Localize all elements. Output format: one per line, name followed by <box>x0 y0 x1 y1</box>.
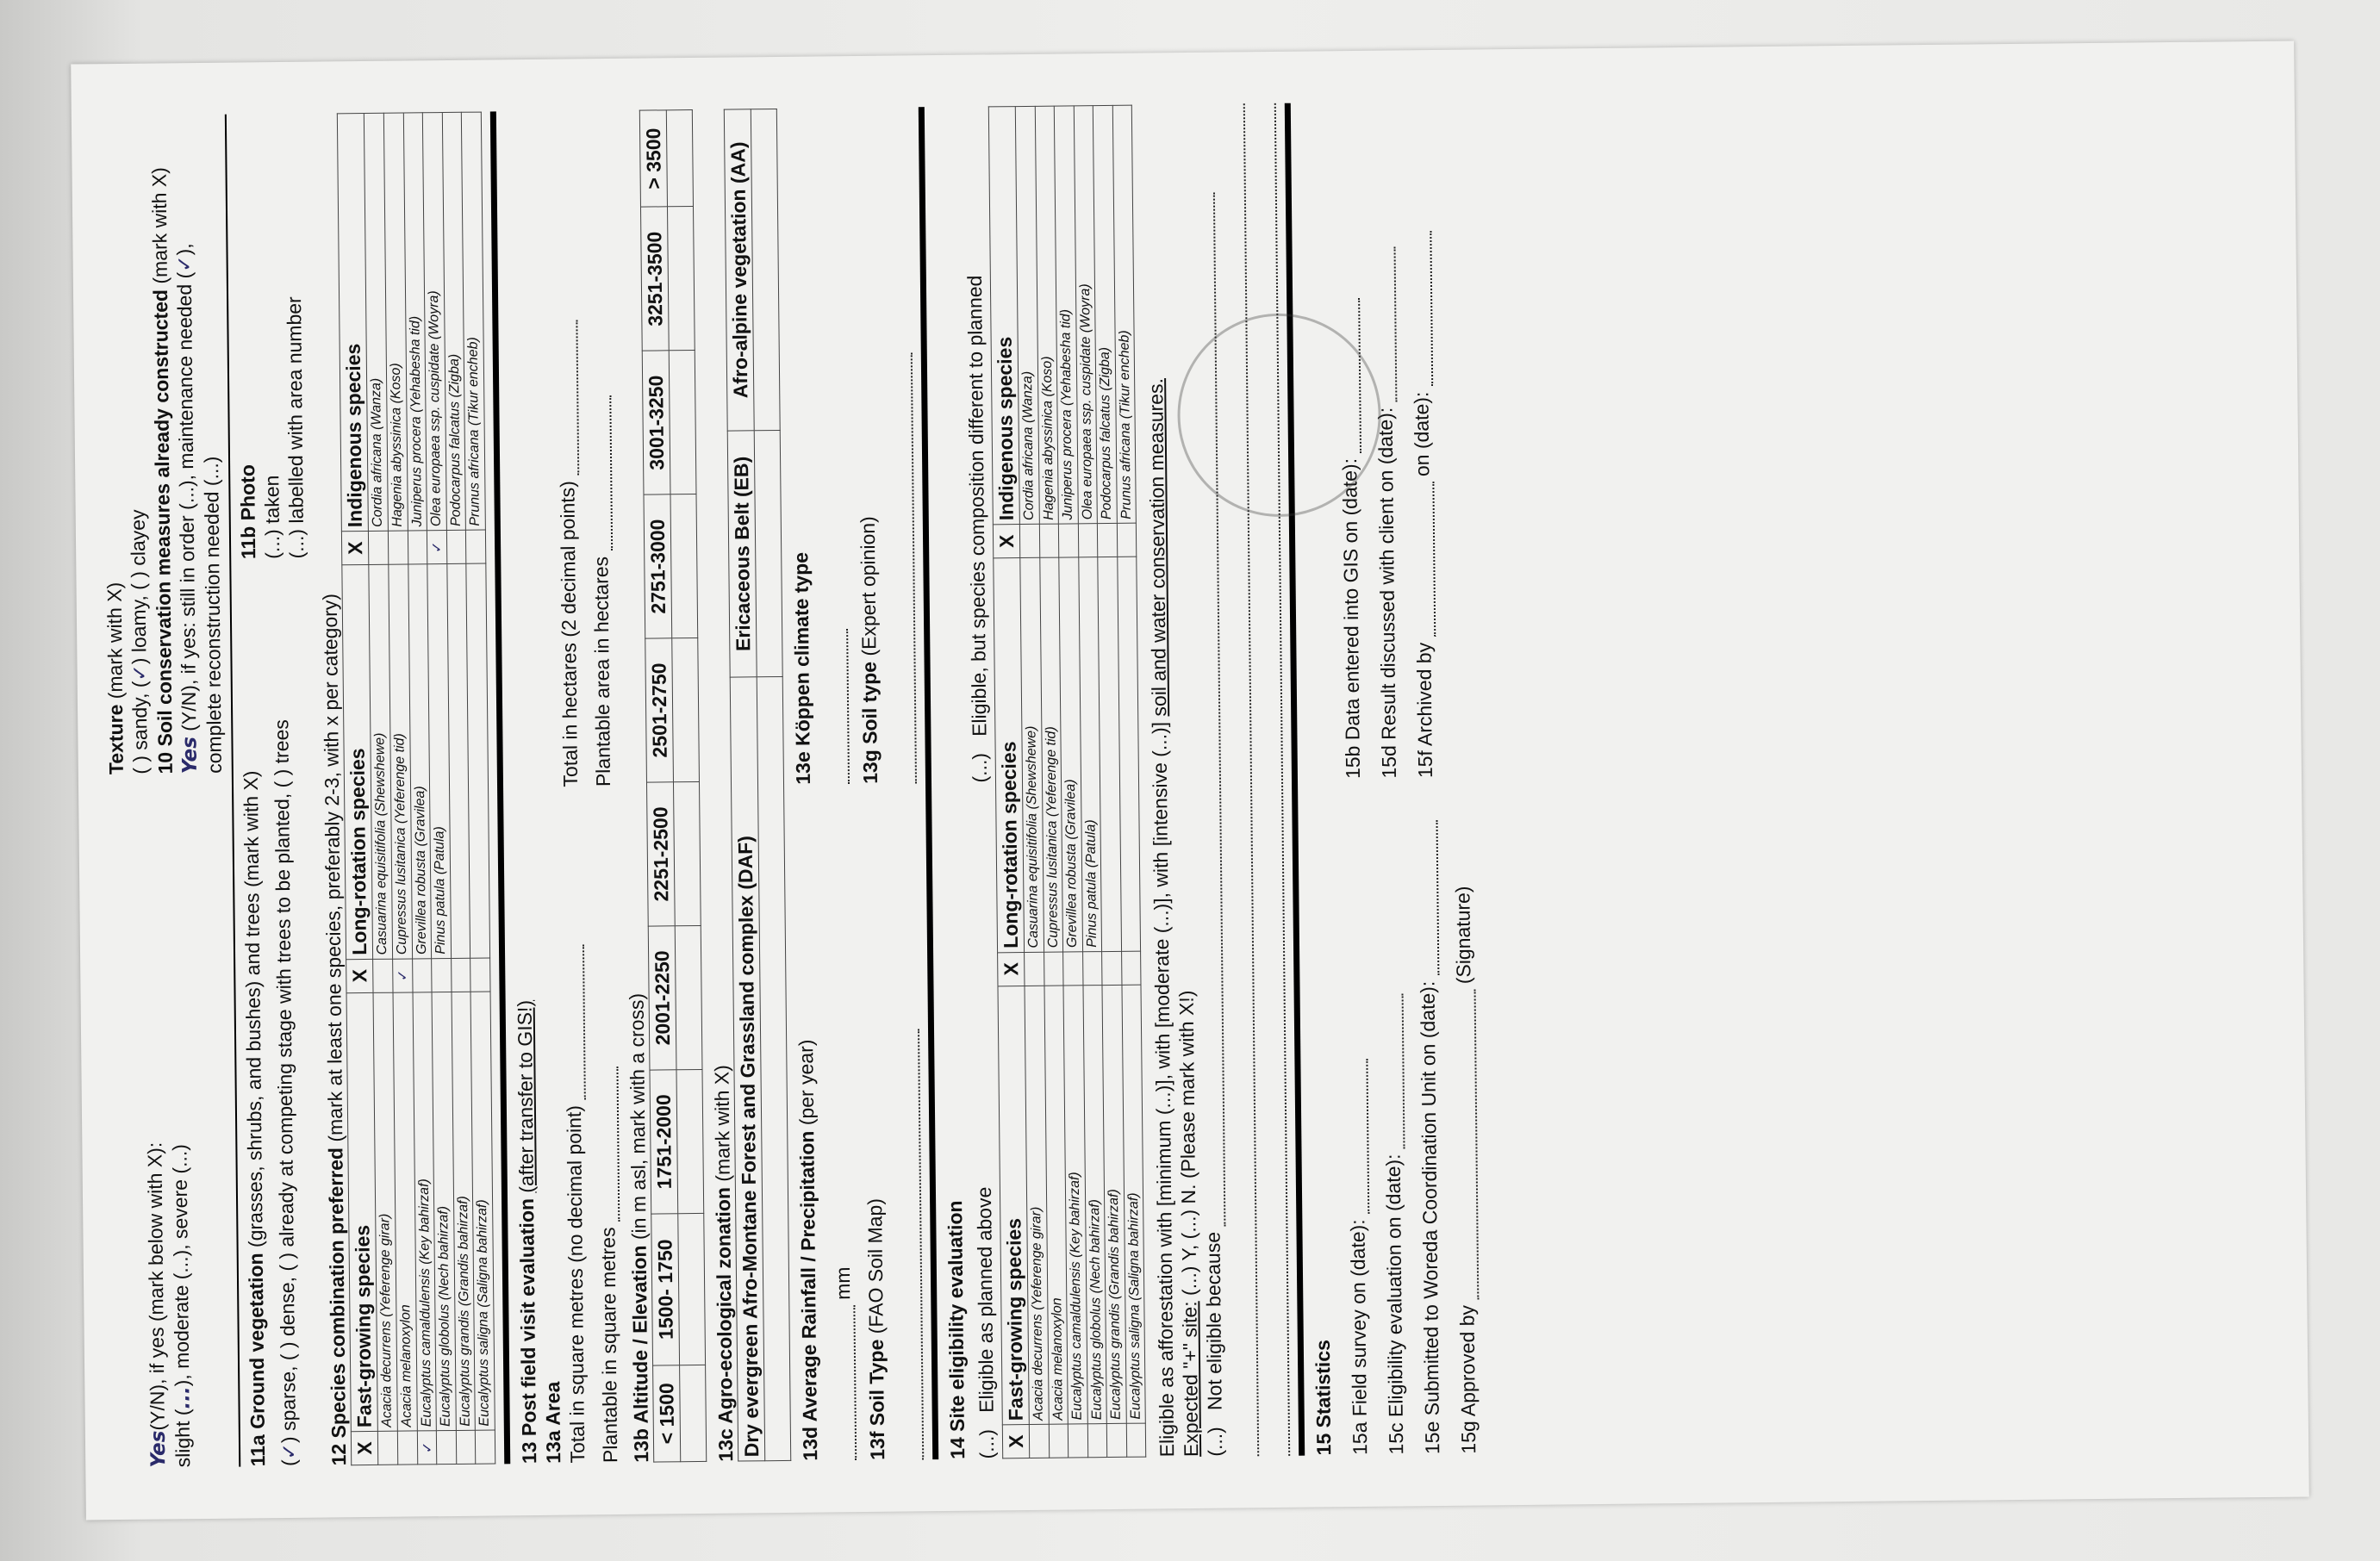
elig-fast-3: Eucalyptus globolus (Nech bahirzaf) <box>1083 985 1107 1424</box>
species-long-5 <box>466 563 489 958</box>
species-long-3: Pinus patula (Patula) <box>427 564 451 959</box>
photo-title: 11b Photo <box>236 464 260 560</box>
texture-options-b: ) loamy, ( ) clayey <box>126 509 151 665</box>
species-indig-1: Hagenia abyssinica (Koso) <box>383 113 408 531</box>
elig-long-header: Long-rotation species <box>994 558 1025 953</box>
soil-conservation-note: (mark with X) <box>147 167 171 284</box>
photo-labelled: (...) labelled with area number <box>283 296 308 559</box>
soil-conservation-line1-end: ), <box>172 243 196 256</box>
alt-mark-cell[interactable] <box>678 1213 706 1365</box>
afforest-text: Eligible as afforestation with [minimum (...)], with [moderate (...)], with [intensive (...)] <box>1148 721 1179 1458</box>
post-visit-title-gis: (after transfer to GIS!) <box>513 999 538 1193</box>
species-indig-5: Prunus africana (Tikur encheb) <box>461 112 485 530</box>
species-fast-5: Eucalyptus saligna (Saligna bahirzaf) <box>470 992 495 1431</box>
elig-x-header: X <box>1003 1424 1030 1458</box>
area-title: 13a Area <box>540 1381 564 1464</box>
plant-ha-label: Plantable area in hectares <box>589 556 614 787</box>
signature-label: (Signature) <box>1450 886 1475 985</box>
form-content <box>97 101 1492 1468</box>
stat-d-label: 15d Result discussed with client on (date): <box>1374 407 1400 779</box>
soil-expert-title: 13g Soil type <box>857 661 882 785</box>
agro-mark-cell[interactable] <box>751 109 780 430</box>
checkbox-fast-1[interactable] <box>397 1431 417 1465</box>
alt-band: 2751-3000 <box>644 494 672 638</box>
elig-long-5 <box>1118 557 1141 951</box>
stat-g-label: 15g Approved by <box>1455 1304 1480 1454</box>
texture-loamy-check: ✓ <box>128 664 152 681</box>
agro-zone-eb: Ericaceous Belt (EB) <box>727 431 757 677</box>
alt-mark-cell[interactable] <box>673 782 701 926</box>
alt-mark-cell[interactable] <box>676 1069 704 1213</box>
stats-title: 15 Statistics <box>1311 1340 1335 1456</box>
stat-f-label: 15f Archived by <box>1411 642 1436 779</box>
species-long-0: Casuarina equisitifolia (Shewshewe) <box>369 564 392 959</box>
species-table <box>337 112 495 1466</box>
alt-mark-cell[interactable] <box>669 351 696 494</box>
opt2-label: Eligible, but species composition different to planned <box>963 275 991 737</box>
species-instruction: (mark at least one species, preferably 2-3, with x per category) <box>319 593 347 1142</box>
plant-ha-field[interactable] <box>594 395 613 550</box>
stat-e-field[interactable] <box>1420 820 1439 975</box>
top-row <box>97 115 234 1468</box>
agro-zone-daf: Dry evergreen Afro-Montane Forest and Grassland complex (DAF) <box>730 677 765 1461</box>
checkbox-indig-1[interactable] <box>388 531 408 564</box>
not-eligible-label: Not eligible because <box>1201 1231 1227 1411</box>
opt1-label: Eligible as planned above <box>973 1186 998 1413</box>
checkbox-indig-3[interactable]: ✓ <box>427 531 446 564</box>
agro-instr: (mark with X) <box>710 1065 734 1182</box>
elig-long-3: Pinus patula (Patula) <box>1079 557 1102 952</box>
alt-band: 2251-2500 <box>646 782 675 926</box>
elig-check[interactable] <box>1107 1423 1127 1457</box>
stat-a-field[interactable] <box>1350 1059 1369 1214</box>
soil-conservation-line2: complete reconstruction needed (...) <box>200 456 227 774</box>
alt-band: 2501-2750 <box>645 638 674 782</box>
checkbox-fast-0[interactable] <box>378 1431 398 1465</box>
species-long-1: Cupressus lusitanica (Yeferenge tid) <box>389 564 412 959</box>
texture-options-a: ( ) sandy, ( <box>128 681 152 774</box>
eligibility-title: 14 Site eligibility evaluation <box>944 1200 969 1460</box>
alt-mark-cell[interactable] <box>672 638 700 782</box>
koppen-field[interactable] <box>831 629 850 784</box>
elig-check[interactable] <box>1087 1424 1107 1458</box>
checkbox-long-4[interactable] <box>451 958 470 992</box>
elig-check[interactable] <box>1102 951 1122 985</box>
alt-band: 3251-3500 <box>640 207 669 351</box>
soil-conservation-yn-answer: Yes <box>178 737 202 774</box>
sqm-label: Total in square metres (no decimal point) <box>562 1104 589 1464</box>
rainfall-field[interactable] <box>838 1305 857 1460</box>
opt1-paren[interactable]: (...) <box>975 1428 999 1459</box>
elig-x-header-2: X <box>998 952 1025 986</box>
rainfall-mm: mm <box>831 1266 855 1300</box>
species-x-header-2: X <box>346 959 373 992</box>
species-fast-0: Acacia decurrens (Yeferenge girar) <box>373 992 397 1432</box>
checkbox-long-1[interactable]: ✓ <box>393 959 413 992</box>
eligibility-section <box>931 103 1290 1459</box>
erosion-slight-mark: ... <box>171 1386 195 1409</box>
checkbox-long-2[interactable] <box>412 958 432 992</box>
statistics-section <box>1297 102 1480 1456</box>
elig-fast-0: Acacia decurrens (Yeferenge girar) <box>1025 986 1049 1425</box>
erosion-block <box>104 791 196 1468</box>
plant-sqm-label: Plantable in square metres <box>596 1227 621 1464</box>
elig-fast-header: Fast-growing species <box>998 986 1029 1425</box>
elig-check[interactable] <box>1039 524 1059 557</box>
elig-check[interactable] <box>1030 1424 1050 1458</box>
agro-title: 13c Agro-ecological zonation <box>711 1186 738 1462</box>
soil-expert-field[interactable] <box>895 352 917 783</box>
elig-indig-5: Prunus africana (Tikur encheb) <box>1112 105 1137 523</box>
maintenance-check: ✓ <box>173 255 196 272</box>
checkbox-fast-2[interactable]: ✓ <box>417 1431 437 1465</box>
ha-field[interactable] <box>560 320 579 476</box>
checkbox-long-5[interactable] <box>470 958 490 992</box>
stat-f-date-field[interactable] <box>1414 231 1433 386</box>
elig-fast-1: Acacia melanoxylon <box>1044 986 1069 1425</box>
checkbox-indig-4[interactable] <box>446 530 466 563</box>
stat-c-label: 15c Eligibility evaluation on (date): <box>1381 1154 1407 1455</box>
eligibility-species-table <box>988 105 1147 1459</box>
soil-conservation-title-text: 10 Soil conservation measures already constructed <box>149 289 177 774</box>
soil-expert-note: (Expert opinion) <box>856 516 881 656</box>
alt-mark-cell[interactable] <box>666 110 693 208</box>
alt-band: 2001-2250 <box>648 926 676 1070</box>
ground-vegetation-mark: (mark with X) <box>240 770 264 888</box>
texture-note: (mark with X) <box>103 581 127 700</box>
species-indig-2: Juniperus procera (Yehabesha tid) <box>403 113 427 531</box>
elig-indig-0: Cordia africana (Wanza) <box>1016 106 1040 524</box>
post-visit-section <box>502 107 924 1464</box>
elig-check[interactable] <box>1121 951 1141 985</box>
alt-band: 3001-3250 <box>642 351 670 494</box>
photo-taken: (...) taken <box>260 475 284 559</box>
elig-indig-2: Juniperus procera (Yehabesha tid) <box>1055 106 1079 524</box>
elig-check[interactable] <box>1117 523 1137 557</box>
elig-check[interactable] <box>1020 524 1040 557</box>
elig-fast-2: Eucalyptus camaldulensis (Key bahirzaf) <box>1063 985 1087 1424</box>
checkbox-fast-4[interactable] <box>456 1430 476 1464</box>
species-fast-3: Eucalyptus globolus (Nech bahirzaf) <box>432 992 456 1431</box>
stat-b-label: 15b Data entered into GIS on (date): <box>1337 457 1364 780</box>
soil-fao-note: (FAO Soil Map) <box>863 1197 888 1334</box>
elig-check[interactable] <box>1126 1423 1146 1457</box>
checkbox-indig-0[interactable] <box>369 531 389 564</box>
elig-check[interactable] <box>1059 524 1079 557</box>
alt-band: < 1500 <box>652 1365 680 1463</box>
stat-f-on: on (date): <box>1409 391 1433 477</box>
form-page <box>71 41 2309 1521</box>
elig-x-header-3: X <box>994 525 1020 558</box>
elig-indig-header: Indigenous species <box>989 107 1020 525</box>
photo-block <box>232 114 309 577</box>
species-fast-2: Eucalyptus camaldulensis (Key bahirzaf) <box>413 992 437 1431</box>
expected-rest: (...) Y, (...) N. (Please mark with X!) <box>1174 990 1201 1297</box>
checkbox-fast-5[interactable] <box>475 1430 495 1464</box>
elig-check[interactable] <box>1044 952 1063 986</box>
agro-zone-aa: Afro-alpine vegetation (AA) <box>724 109 754 431</box>
texture-title: Texture <box>104 704 128 775</box>
elig-check[interactable] <box>1098 523 1118 557</box>
texture-block <box>97 115 227 792</box>
alt-mark-cell[interactable] <box>679 1365 706 1462</box>
elig-check[interactable] <box>1063 951 1083 985</box>
koppen-title: 13e Köppen climate type <box>789 551 814 785</box>
rainfall-unit-note: (per year) <box>794 1039 819 1126</box>
ground-vegetation-options: ) sparse, ( ) dense, ( ) already at competing stage with trees to be planted, ( ) trees <box>270 719 301 1444</box>
elig-indig-1: Hagenia abyssinica (Koso) <box>1035 106 1059 524</box>
erosion-rest: ), moderate (...), severe (...) <box>168 1144 194 1387</box>
altitude-title: 13b Altitude / Elevation <box>627 1245 653 1463</box>
elig-check[interactable] <box>1082 951 1102 985</box>
species-x-header: X <box>352 1431 378 1465</box>
checkbox-indig-2[interactable] <box>408 531 427 564</box>
sqm-field[interactable] <box>567 945 586 1100</box>
ground-vegetation-subtitle: (grasses, shrubs, and bushes) and trees <box>240 892 267 1248</box>
plant-sqm-field[interactable] <box>601 1067 620 1222</box>
long-header: Long-rotation species <box>342 565 373 960</box>
not-eligible-paren[interactable]: (...) <box>1204 1427 1227 1457</box>
species-indig-4: Podocarpus falcatus (Zigba) <box>442 112 466 530</box>
erosion-slight: slight ( <box>171 1409 195 1468</box>
post-visit-title: 13 Post field visit evaluation <box>514 1197 540 1465</box>
vegetation-row: 11a Ground vegetation (grasses, shrubs, and bushes) and trees (mark with X) (✓) sparse, ( ) dense, ( ) already at competing stage with trees to be planted, ( ) trees 11b Photo (...) taken (...) labelled with area number <box>232 114 319 1467</box>
elig-long-2: Grevillea robusta (Gravilea) <box>1059 557 1082 952</box>
alt-band: > 3500 <box>639 110 667 208</box>
soil-water-text: soil and water conservation measures. <box>1144 377 1171 717</box>
stat-e-label: 15e Submitted to Woreda Coordination Unit on (date): <box>1416 980 1443 1455</box>
expected-label: Expected "+" site: <box>1178 1301 1203 1458</box>
elig-check[interactable] <box>1069 1424 1088 1458</box>
species-fast-4: Eucalyptus grandis (Grandis bahirzaf) <box>452 992 476 1431</box>
stat-d-field[interactable] <box>1378 246 1397 401</box>
elig-indig-3: Olea europaea ssp. cuspidate (Woyra) <box>1074 106 1098 524</box>
soil-conservation-line1: (Y/N), if yes: still in order (...), maintenance needed ( <box>172 271 201 731</box>
soil-fao-title: 13f Soil Type <box>864 1339 889 1460</box>
erosion-handwritten-answer: Yes <box>146 1430 171 1468</box>
alt-mark-cell[interactable] <box>667 207 695 351</box>
elig-check[interactable] <box>1049 1424 1069 1458</box>
elig-long-1: Cupressus lusitanica (Yeferenge tid) <box>1040 557 1063 952</box>
checkbox-long-3[interactable] <box>432 958 452 992</box>
soil-fao-field[interactable] <box>902 1029 924 1459</box>
checkbox-long-0[interactable] <box>373 959 393 992</box>
species-x-header-3: X <box>342 532 369 565</box>
elig-fast-5: Eucalyptus saligna (Saligna bahirzaf) <box>1122 985 1146 1424</box>
species-indig-3: Olea europaea ssp. cuspidate (Woyra) <box>422 113 446 531</box>
alt-mark-cell[interactable] <box>675 925 702 1069</box>
species-fast-1: Acacia melanoxylon <box>393 992 417 1432</box>
alt-band: 1751-2000 <box>650 1070 678 1214</box>
elig-check[interactable] <box>1025 952 1044 986</box>
alt-mark-cell[interactable] <box>670 494 698 638</box>
stat-c-field[interactable] <box>1386 993 1405 1148</box>
ground-vegetation-title: 11a Ground vegetation <box>244 1253 270 1467</box>
sparse-check: ✓ <box>278 1442 302 1460</box>
checkbox-fast-3[interactable] <box>436 1430 456 1464</box>
stat-a-label: 15a Field survey on (date): <box>1345 1219 1371 1456</box>
elig-long-0: Casuarina equisitifolia (Shewshewe) <box>1020 557 1044 952</box>
stat-g-field[interactable] <box>1458 990 1479 1300</box>
checkbox-indig-5[interactable] <box>465 530 485 563</box>
faint-stamp <box>1176 313 1381 518</box>
fast-header: Fast-growing species <box>346 992 377 1432</box>
opt2-paren[interactable]: (...) <box>968 752 992 783</box>
altitude-instr: (in m asl, mark with a cross) <box>625 992 651 1241</box>
elig-fast-4: Eucalyptus grandis (Grandis bahirzaf) <box>1102 985 1126 1424</box>
rainfall-title: 13d Average Rainfall / Precipitation <box>795 1130 822 1461</box>
species-indig-0: Cordia africana (Wanza) <box>364 113 389 531</box>
species-section <box>313 112 495 1466</box>
erosion-line1: (Y/N), if yes (mark below with X): <box>143 1141 169 1431</box>
indig-header: Indigenous species <box>338 113 369 531</box>
elig-check[interactable] <box>1078 524 1098 557</box>
species-long-2: Grevillea robusta (Gravilea) <box>408 564 431 959</box>
stat-f-field[interactable] <box>1417 482 1436 637</box>
species-title: 12 Species combination preferred <box>324 1147 351 1466</box>
alt-band: 1500- 1750 <box>651 1214 680 1365</box>
elig-indig-4: Podocarpus falcatus (Zigba) <box>1093 105 1118 523</box>
agro-mark-cell[interactable] <box>754 430 782 676</box>
ha-label: Total in hectares (2 decimal points) <box>555 481 582 787</box>
